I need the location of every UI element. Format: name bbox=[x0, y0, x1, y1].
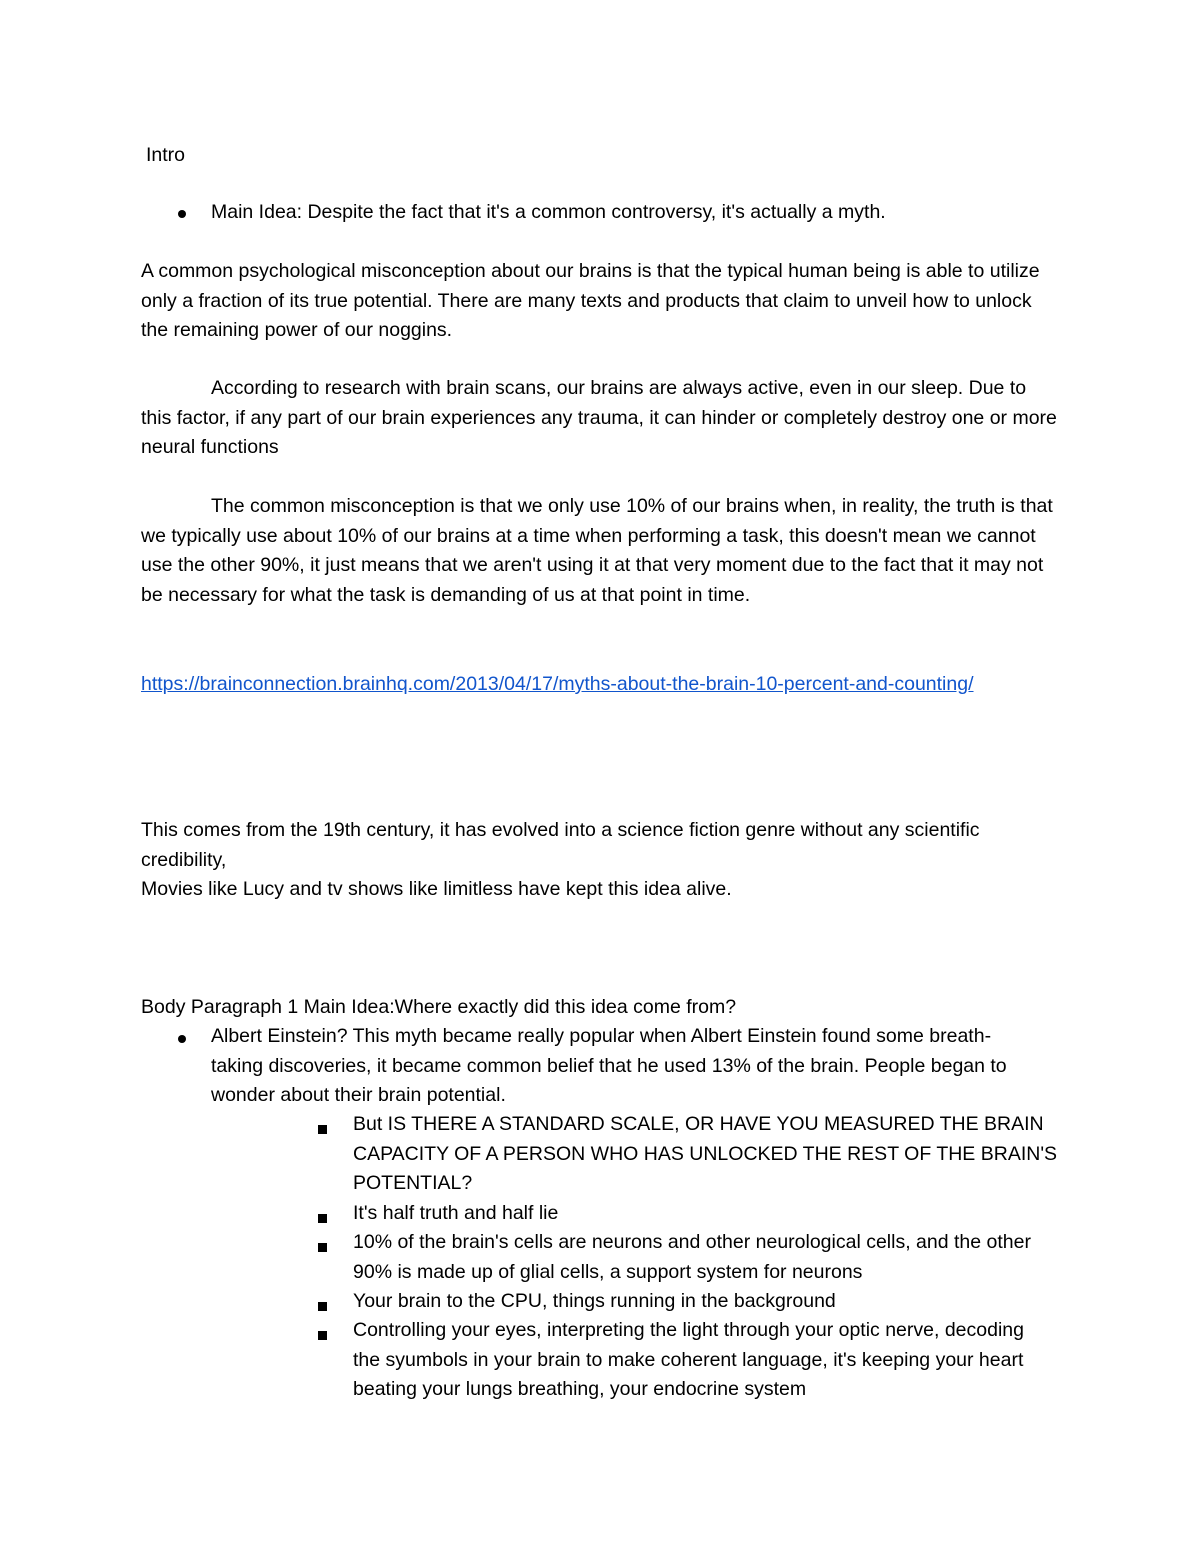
sub-bullet-square bbox=[318, 1214, 327, 1223]
sub-bullet-square bbox=[318, 1331, 327, 1340]
bullet-dot bbox=[178, 210, 186, 218]
intro-heading: Intro bbox=[146, 144, 186, 166]
bullet-dot bbox=[178, 1035, 186, 1043]
sub-bullet-square bbox=[318, 1243, 327, 1252]
source-link[interactable]: https://brainconnection.brainhq.com/2013/04/17/myths-about-the-brain-10-percent-and-counting/ bbox=[141, 673, 974, 695]
sub-bullet-controlling-eyes: Controlling your eyes, interpreting the light through your optic nerve, decoding the syumbols in your brain to make coherent language, it's keeping your heart beating your lungs breathing, your endocrine system bbox=[353, 1319, 1024, 1400]
paragraph-misconception: A common psychological misconception about our brains is that the typical human being is able to utilize only a fraction of its true potential. There are many texts and products that claim to unveil how to unlock the remaining power of our noggins. bbox=[141, 260, 1040, 341]
paragraph-ten-percent: The common misconception is that we only use 10% of our brains when, in reality, the truth is that we typically use about 10% of our brains at a time when performing a task, this doesn't mean we cannot use the other 90%, it just means that we aren't using it at that very moment due to the fact that it may not be necessary for what the task is demanding of us at that point in time. bbox=[141, 495, 1053, 606]
sub-bullet-standard-scale: But IS THERE A STANDARD SCALE, OR HAVE YOU MEASURED THE BRAIN CAPACITY OF A PERSON WHO HAS UNLOCKED THE REST OF THE BRAIN'S POTENTIAL? bbox=[353, 1113, 1058, 1194]
einstein-bullet: Albert Einstein? This myth became really popular when Albert Einstein found some breath-taking discoveries, it became common belief that he used 13% of the brain. People began to wonder about their brain potential. bbox=[211, 1025, 1007, 1106]
sub-bullet-cpu: Your brain to the CPU, things running in the background bbox=[353, 1290, 836, 1312]
main-idea-bullet: Main Idea: Despite the fact that it's a common controversy, it's actually a myth. bbox=[211, 201, 886, 223]
paragraph-brain-scans: According to research with brain scans, our brains are always active, even in our sleep. Due to this factor, if any part of our brain experiences any trauma, it can hinder or completely destroy one or more neural functions bbox=[141, 377, 1057, 458]
paragraph-movies: Movies like Lucy and tv shows like limitless have kept this idea alive. bbox=[141, 878, 732, 900]
paragraph-origin: This comes from the 19th century, it has evolved into a science fiction genre without any scientific credibility, bbox=[141, 819, 980, 871]
sub-bullet-square bbox=[318, 1125, 327, 1134]
body-paragraph-heading: Body Paragraph 1 Main Idea:Where exactly did this idea come from? bbox=[141, 996, 737, 1018]
sub-bullet-half-truth: It's half truth and half lie bbox=[353, 1202, 559, 1224]
sub-bullet-glial-cells: 10% of the brain's cells are neurons and other neurological cells, and the other 90% is made up of glial cells, a support system for neurons bbox=[353, 1231, 1031, 1283]
source-link-block bbox=[141, 670, 1057, 700]
sub-bullet-square bbox=[318, 1302, 327, 1311]
